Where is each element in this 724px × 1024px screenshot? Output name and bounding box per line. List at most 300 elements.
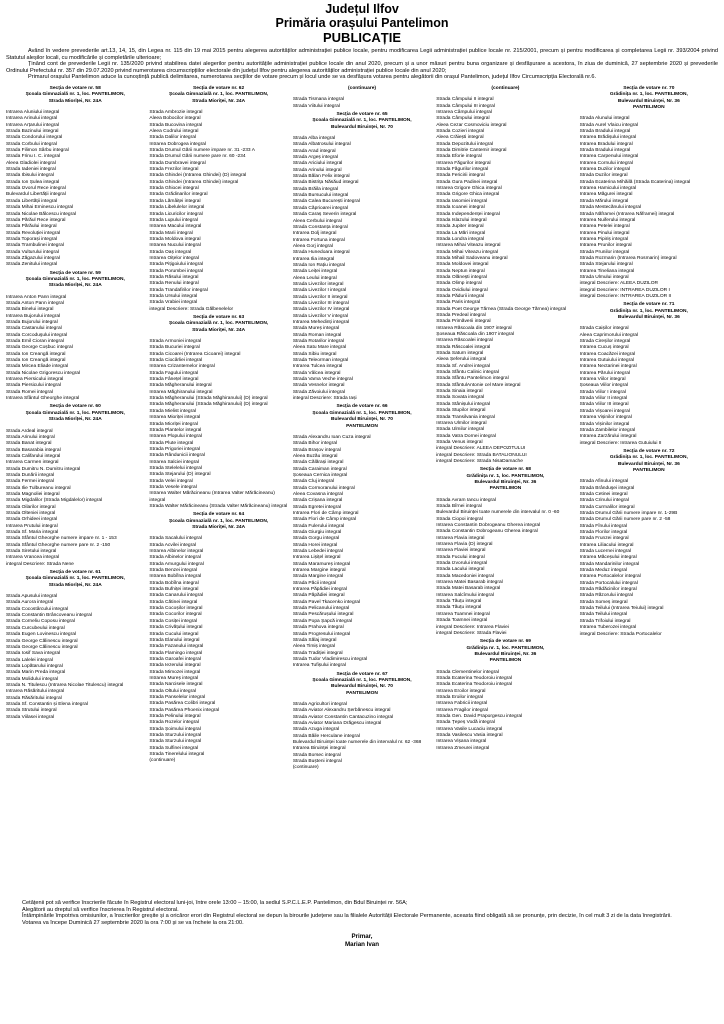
section-header-line: Strada Mioriței, Nr. 24A	[48, 582, 102, 588]
street-line: Intrarea Vrancea integral	[6, 555, 60, 561]
street-line: Strada Olteniei integral	[6, 510, 56, 516]
street-line: Strada Albatrosului integral	[292, 142, 351, 148]
section-header-line: Secția de votare nr. 71	[623, 302, 675, 308]
section-column	[436, 84, 574, 892]
street-line: Strada Ulmilor integral	[436, 427, 485, 433]
street-line: Strada SfântulAntonie cel Mare integral	[436, 382, 521, 388]
street-line: Strada Aviator Alexandru Șerbănescu integral	[292, 708, 391, 714]
street-line: Intrarea Câmpului integral	[436, 110, 492, 115]
street-line: Strada Borsec integral	[292, 752, 341, 758]
street-line: Strada Pasărea Colibri integral	[149, 701, 216, 707]
street-line: Strada Constantin Brâncoveanu integral	[6, 613, 92, 619]
street-line: Aleea Leului integral	[292, 275, 337, 281]
street-line: Strada Zambilelor integral	[579, 427, 636, 433]
street-line: Aleea Șeferului integral	[436, 357, 487, 363]
street-line: Intrarea Brădișului integral	[579, 135, 637, 141]
street-line: Strada Pelinului integral	[149, 713, 201, 719]
street-line: Strada Părăului integral	[6, 224, 57, 230]
section-header-line: Secția de votare nr. 61	[49, 570, 101, 576]
street-line: Strada Garoafei integral	[149, 656, 201, 662]
street-line: Intrarea Duzilor integral	[579, 167, 630, 173]
street-line: Strada Pescărușului integral	[292, 612, 354, 618]
street-line: Strada Giurgiu integral	[292, 530, 342, 535]
street-line: Aleea Codrului integral	[149, 129, 199, 135]
signature-name: Marian Ivan	[344, 941, 380, 949]
section-header-line: Bulevardul Biruinței, Nr. 70	[331, 124, 393, 130]
street-line: Strada George Călinescu integral	[6, 638, 78, 644]
street-line: Intrarea Ilia integral	[292, 256, 335, 262]
street-line: Strada Gura Padinei integral	[436, 179, 498, 185]
street-line: Strada Caraș Severin integral	[292, 212, 357, 218]
street-line: Strada N. Titulescu (Intrarea Nicolae Titulescu) integral	[6, 682, 124, 688]
street-line: Strada Nicolae Grigorescu integral	[6, 370, 81, 376]
street-line: Strada Livezilor IV integral	[292, 307, 350, 313]
street-line: Strada Păpădiei integral	[292, 593, 345, 599]
street-line: Strada Alexandru Ioan Cuza integral	[292, 434, 371, 440]
street-line: Strada Teilului integral	[579, 612, 628, 618]
intro-text	[6, 48, 718, 81]
street-line: Strada Libelulelor integral	[149, 205, 205, 211]
section-header	[436, 86, 574, 92]
street-line: Strada Ariciului integral	[292, 161, 343, 167]
street-line: Strada Ecaterina Teodoroiu integral	[436, 675, 513, 681]
section-column	[293, 84, 431, 892]
street-line: Intrarea Viilor integral	[579, 377, 626, 383]
street-line: Strada Oaș integral	[149, 249, 192, 255]
street-line: Intrarea Ulmilor integral	[436, 420, 487, 426]
street-line: Strada Corneliu Coposu integral	[6, 619, 75, 625]
street-line: Strada Ecaterina Mihăilă (Strada Ecaterina) integral	[579, 179, 691, 185]
street-line: Strada Izvorului integral	[436, 561, 488, 567]
street-line: Strada Cătinei integral	[149, 599, 198, 605]
street-line: Strada Eforie integral	[436, 154, 482, 160]
street-line: Intrarea Salciei integral	[149, 459, 199, 465]
street-line: Strada George Coșbuc integral	[6, 345, 73, 351]
street-line: Aleea Gorj integral	[292, 243, 333, 249]
street-line: Intrarea Anton Pann integral	[6, 294, 67, 300]
section-header-line: Strada Mioriței, Nr. 24A	[48, 283, 102, 289]
section-header-line: Secția de votare nr. 59	[49, 270, 101, 276]
street-line: Strada Vasilescu Vasia integral	[436, 733, 503, 738]
street-line: Strada Nicolae Bălcescu integral	[6, 211, 77, 217]
street-line: Strada Vulturului integral	[6, 249, 59, 255]
street-line: Strada Șoimului integral	[149, 726, 201, 732]
street-line: Intrarea Tineliana integral	[579, 268, 635, 274]
street-line: Bulevardul Biruinței toate numerele din intervalul nr. 62 -368	[292, 740, 422, 745]
section-header-line: Școala Gimnazială nr. 1, loc. PANTELIMON,	[168, 321, 269, 327]
street-line: Strada Bufniței integral	[149, 587, 199, 593]
section-header-line: Bulevardul Biruinței, Nr. 70	[331, 417, 393, 423]
street-line: Strada Cluj integral	[292, 479, 335, 485]
street-line: Strada Aurel Vlaicu integral	[579, 122, 639, 128]
street-line: Strada Fucului integral	[436, 554, 485, 560]
section-header-line: Grădinița nr. 1, loc. PANTELIMON,	[609, 92, 688, 98]
street-line: Strada Porumbei integral	[149, 268, 203, 274]
street-line: Strada Londra integral	[436, 236, 485, 242]
street-line: Strada Ghiocei integral	[149, 186, 199, 192]
street-line: Strada Vatra Dornei integral	[436, 433, 496, 439]
street-line: Strada Livezilor I integral	[292, 288, 347, 294]
street-line: Strada Ambrozie integral	[149, 110, 203, 115]
street-line: Strada Câmpului integral	[436, 116, 490, 122]
section-header-line: Secția de votare nr. 63	[193, 315, 245, 320]
street-line: Strada Bălan Felix integral	[292, 174, 350, 180]
street-line: Strada Mandarinilor integral	[579, 561, 640, 567]
street-line: Strada Iosif Sava integral	[6, 651, 61, 657]
street-line: Strada Sacalului integral	[149, 536, 202, 542]
section-header	[580, 302, 718, 321]
street-line: Strada Lopătarului integral	[6, 663, 63, 669]
street-line: Strada Filimon Sârbu integral	[6, 148, 69, 154]
footer-paragraph: Cetățenii pot să verifice înscrierile făcute în Registrul electoral luni-joi, între orele 13:00 – 15:00, la sediul S.P.C.L.E.P. Pantelimon, din Bdul Biruinței nr. 56A;	[22, 899, 408, 906]
street-line: Strada Livezilor III integral	[292, 300, 349, 306]
street-line: Strada Bradului integral	[579, 148, 631, 154]
street-line: Strada Plantelor integral	[149, 427, 202, 433]
street-line: Intrarea Flori de Câmp integral	[292, 510, 359, 516]
section-header-line: Bulevardul Biruinței, Nr. 36	[474, 651, 537, 657]
street-line: Strada Crișana integral	[292, 498, 343, 504]
street-line: Strada Marii integral	[149, 230, 193, 236]
street-line: Strada Flori de Câmp integral	[292, 517, 357, 523]
street-line: Strada Leiței integral	[292, 269, 338, 275]
street-line: Șoseaua Răscoala din 1907 integral	[436, 332, 515, 338]
street-line: Strada Panselelor integral	[149, 694, 206, 700]
street-line: Strada Tinerelului integral	[149, 752, 205, 758]
street-line: Strada Sibiu integral	[292, 351, 337, 357]
street-line: Strada Răsăritului integral	[6, 695, 62, 701]
street-line: Strada Viilor III integral	[579, 402, 629, 408]
street-line: Strada Duzilor integral	[579, 173, 628, 179]
street-line: Strada Emil Cioran integral	[6, 339, 64, 345]
street-line: Strada Icoanei integral	[436, 205, 485, 211]
street-line: Strada Cireșilor integral	[579, 339, 631, 345]
section-header-line: PANTELIMON	[632, 467, 665, 473]
street-line: Aleea Timiș integral	[292, 644, 336, 650]
section-header-line: Bulevardul Biruinței, Nr. 36	[617, 461, 680, 467]
street-line: Strada Hunedoara integral	[292, 250, 350, 256]
street-line: Strada Cormoranului integral	[292, 485, 355, 491]
street-line: Strada Molidului integral	[6, 676, 58, 682]
street-line: Strada Călărași integral	[292, 460, 344, 466]
street-line: Strada Stejarului integral	[579, 262, 633, 268]
street-line: Aleea Cezar Cosmoviciu integral	[436, 122, 507, 128]
street-line: Strada Părăul Rece integral	[6, 217, 66, 223]
street-line: Strada Ulmului integral	[579, 274, 629, 280]
street-line: Strada Pelicanului integral	[292, 606, 350, 612]
street-line: Strada Rozmarin (Intrarea Rosmarin) integral	[579, 255, 677, 261]
street-line: Strada Moldovei integral	[436, 262, 489, 268]
street-line: Intrarea Răsăritului integral	[6, 689, 65, 695]
street-line: Strada Ion Creangă integral	[6, 351, 66, 357]
street-line: Strada Trandafirilor integral	[149, 287, 208, 293]
street-line: Strada Ion Șulea integral	[6, 179, 60, 185]
section-header-line: Secția de votare nr. 64	[193, 512, 245, 518]
street-line: Intrarea Crizantemelor integral	[149, 364, 215, 370]
section-header	[293, 86, 431, 92]
street-line: Strada Pavel Tkacenko integral	[292, 599, 361, 605]
section-header	[293, 404, 431, 429]
street-line: Strada Elanului integral	[149, 637, 200, 643]
street-line: Strada Oltului integral	[149, 688, 196, 694]
street-line: Strada Marin Preda integral	[6, 670, 66, 676]
street-line: Strada Cosiței integral	[149, 618, 198, 624]
street-line: Strada Basarabia integral	[6, 447, 61, 453]
street-line: Intrarea Răscoala din 1907 integral	[436, 325, 512, 331]
street-line: Strada Transilvania integral	[436, 414, 495, 420]
street-line: Strada Vama Veche integral	[292, 377, 353, 383]
street-line: Strada Cocoșilor integral	[149, 606, 203, 612]
street-line: Intrarea Liliacului integral	[579, 542, 634, 548]
section-header	[6, 271, 144, 290]
street-line: Strada Arinului integral	[6, 434, 55, 440]
street-line: Strada Dunării integral	[6, 472, 55, 478]
footer-paragraph: Întâmpinările împotriva omisiunilor, a înscrierilor greșite și a oricăror erori din Registrul electoral se depun la birourile județene sau la filialele Autorității Electorale Permanente, aceasta fiind obligată să se pronunțe, prin decizie, în cel mult 3 zi de la data înregistrării.	[22, 913, 672, 920]
street-line: Strada Răscoalei integral	[436, 344, 491, 350]
section-header-line: Grădinița nr. 1, loc. PANTELIMON,	[466, 645, 545, 651]
street-line: Intrarea Măceșului integral	[579, 555, 637, 561]
street-line: Strada Brașov integral	[292, 447, 341, 453]
street-line: Strada Prigoriei integral	[149, 446, 201, 452]
section-header-line: Secția de votare nr. 62	[193, 85, 245, 91]
street-line: Strada Primăverii integral	[436, 319, 491, 325]
street-line: Strada Strutului integral	[6, 708, 57, 714]
section-header-line: PANTELIMON	[489, 486, 522, 492]
section-header	[6, 86, 144, 105]
street-line: Strada Walter Mărăcineanu (Strada Valter Mărăcineanu) integral	[149, 503, 288, 509]
street-line: Strada Iadeniei integral	[6, 167, 56, 173]
street-line: Strada Măgheranului (Strada Măghiranului) (D) integral	[149, 396, 268, 402]
section-header	[6, 570, 144, 589]
street-line: Strada Fulerului integral	[292, 523, 345, 529]
street-line: Intrarea Biruinței integral	[292, 746, 346, 752]
street-line: Strada Viitului integral	[292, 103, 340, 109]
street-line: Strada Libertății integral	[6, 198, 58, 204]
street-line: Strada Trambulinei integral	[6, 243, 64, 249]
street-line: Strada Teleorman integral	[292, 358, 349, 364]
street-line: Strada Dumitru N. Dumitru integral	[6, 466, 81, 472]
section-header-line: Strada Mioriței, Nr. 24A	[192, 327, 246, 333]
street-line: Strada Constanța integral	[292, 224, 348, 230]
street-line: Intrarea Oițelor integral	[149, 255, 199, 261]
street-line: Strada Olimp integral	[436, 281, 482, 287]
street-line: Strada Anton Pann integral	[6, 300, 64, 306]
street-line: Strada Meduz integral	[579, 568, 628, 574]
street-line: Strada Roman integral	[292, 332, 342, 338]
street-line: Strada Mihai Eminescu integral	[6, 205, 74, 211]
section-header-line: Școala Gimnazială nr. 1, loc. PANTELIMON,	[25, 92, 125, 98]
street-line: Strada Năframei (Intrarea Năframei) integral	[579, 211, 675, 217]
street-line: Strada Sinaia integral	[436, 389, 483, 395]
street-line: Strada Matei Basarab integral	[436, 586, 501, 592]
street-line: Strada Mestecănului integral	[579, 205, 642, 211]
street-line: Strada Jupiter integral	[436, 224, 484, 230]
street-line: Strada Grădinarilor integral	[149, 192, 208, 198]
street-line: Intrarea Dolj integral	[292, 231, 337, 237]
street-line: Strada Armoniei integral	[149, 339, 202, 345]
section-header-line: Secția de votare nr. 70	[623, 85, 675, 91]
street-line: Strada Făgurilor integral	[436, 167, 489, 173]
street-line: Strada Sălaj integral	[292, 637, 337, 643]
street-line: Strada Zăgazului integral	[6, 255, 60, 261]
street-line: Strada Vrabiei integral	[149, 300, 198, 306]
street-line: Strada Vesele integral	[149, 484, 197, 490]
street-line: Intrarea Macului integral	[149, 224, 202, 230]
street-line: Strada Lalelei integral	[6, 657, 53, 663]
street-line: Strada Teilului (Intrarea Teiului) integral	[579, 606, 664, 612]
street-line: Strada Aviator Mariana Drăgescu integral	[292, 720, 382, 726]
street-line: Intrarea Portocalelor integral	[579, 574, 641, 580]
street-line: Strada Ovidiului integral	[436, 287, 488, 293]
section-header-line: (continuare)	[491, 85, 520, 91]
section-header-line: Școala Gimnazială nr. 1, loc. PANTELIMON,	[168, 92, 269, 98]
street-line: Șoseaua Viilor integral	[579, 383, 629, 389]
street-line: integral Descriere: ALEEA DEPOZITULUI	[436, 446, 526, 452]
street-line: Strada Narcisele integral	[149, 682, 203, 688]
street-line: Strada Fînului integral	[579, 523, 628, 529]
section-header-line: Strada Mioriței, Nr. 24A	[48, 417, 102, 423]
street-line: Intrarea Toamnei integral	[436, 611, 490, 617]
street-line: Strada Mureș integral	[292, 326, 340, 332]
street-line: Intrarea Piersicului integral	[6, 377, 64, 383]
street-line: Strada Ghindei (Intrarea Ghindei) (D) integral	[149, 173, 247, 179]
street-line: (continuare)	[149, 758, 176, 764]
street-line: Intrarea Fabricii integral	[436, 701, 488, 707]
section-header-line: PANTELIMON	[632, 105, 665, 110]
street-line: Intrarea Mihai Viteazu integral	[436, 243, 501, 249]
street-line: Strada Acvilei integral	[149, 542, 196, 548]
street-line: Intrarea Flavia (D) integral	[436, 542, 493, 548]
street-line: Strada Tăuțu integral	[436, 599, 482, 605]
section-header-line: Secția de votare nr. 60	[49, 404, 101, 410]
street-line: Intrarea Grigore Ghica integral	[436, 186, 502, 192]
section-header-line: Școala Gimnazială nr. 1, loc. PANTELIMON,	[25, 410, 125, 416]
street-line: Strada Câmpului II integral	[436, 97, 494, 103]
street-line: Strada Livezilor II integral	[292, 294, 348, 300]
street-line: Intrarea Nuiferului integral	[579, 217, 636, 223]
street-line: Strada Magnoliei integral	[6, 491, 60, 497]
signature-block	[6, 933, 718, 949]
street-line: Strada Pădurii integral	[436, 293, 485, 299]
street-line: Aleea Covasna integral	[292, 491, 343, 497]
street-line: Strada La Mări integral	[436, 230, 486, 236]
section-header-line: Școala Gimnazială nr. 1, loc. PANTELIMON,	[168, 518, 269, 524]
street-line: Strada Benzei integral	[149, 568, 198, 574]
street-line: integral Descriere: Strada NisaDamache	[436, 458, 523, 464]
street-line: Strada Bujorului integral	[6, 320, 58, 325]
section-header-line: Bulevardul Biruinței, Nr. 36	[474, 479, 537, 485]
street-line: Strada Rotarilor integral	[292, 339, 344, 345]
street-line: Intrarea Flavia integral	[436, 535, 485, 541]
street-line: Intrarea Salcîmului integral	[436, 592, 494, 598]
section-header	[6, 404, 144, 423]
street-line: Intrarea Mureș integral	[149, 675, 199, 681]
street-line: Intrarea Părului integral	[579, 370, 630, 376]
section-header	[149, 315, 287, 334]
street-line: Strada Iezerului integral	[149, 663, 201, 669]
street-line: Intrarea Lișițel integral	[292, 555, 341, 561]
intro-paragraph: Primarul orașului Pantelimon aduce la cunoștință publică delimitarea, numerotarea secțiilor de votare precum și locul unde se va desfășura votarea pentru alegătorii din orașul Pantelimon, județul Ilfov Circumscripția Electorală nr.6.	[28, 74, 597, 81]
street-line: Intrarea Bujorului integral	[6, 313, 61, 319]
street-line: Strada Tudor Vladimirescu integral	[292, 656, 368, 662]
street-line: Strada Frunzei integral	[579, 536, 629, 542]
street-line: Strada Cozieri integral	[436, 129, 485, 135]
street-line: Strada Arad integral	[292, 148, 336, 154]
street-line: Strada Constantin Dobrogeanu Gherea integral	[436, 529, 538, 535]
street-line: Intrarea Făgurilor integral	[436, 160, 491, 166]
street-line: Strada Tismana integral	[292, 97, 344, 103]
street-line: Aleea Satu Mare integral	[292, 345, 347, 351]
street-line: Strada Prunilor integral	[579, 249, 630, 255]
street-line: Intrarea Nucului integral	[149, 243, 201, 249]
street-line: Strada Măgheranului (Strada Măghiranului) (D) integral	[149, 402, 268, 408]
section-header-line: Strada Mioriței, Nr. 24A	[192, 525, 246, 530]
street-line: Bulevardul Biruinței toate numerele din intervalul nr. 0 -60	[436, 510, 560, 516]
section-column	[6, 84, 144, 892]
street-line: Strada Ursului integral	[149, 293, 198, 299]
street-line: Intrarea Răscoalei integral	[436, 338, 493, 344]
street-line: Strada Bihor integral	[292, 441, 337, 447]
street-line: Strada Ilie Tulbureanu integral	[6, 485, 71, 491]
street-line: Strada Binelui integral	[6, 307, 54, 313]
street-line: Strada Sf. Maria integral	[6, 530, 59, 535]
street-line: Strada Vesnelor integral	[292, 383, 345, 389]
street-line: Strada Drumul Gării numere pare nr. 60 -234	[149, 154, 246, 160]
street-line: Intrarea Mioriței integral	[149, 415, 201, 421]
street-line: Strada Livezilor V integral	[292, 313, 349, 319]
street-line: integral Descriere: Strada Iași	[292, 396, 357, 402]
street-line: Intrarea Carpenului integral	[579, 154, 639, 160]
county-title: Județul Ilfov	[325, 2, 399, 16]
street-line: Strada Iasomiei integral	[436, 198, 488, 204]
street-line: Intrarea Mehedinți integral	[292, 320, 350, 325]
section-header	[580, 449, 718, 474]
street-line: Strada Cocorilor integral	[149, 612, 202, 618]
street-line: Intrarea Pipiriș integral	[579, 236, 629, 242]
street-line: Intrarea Arinului integral	[6, 116, 58, 122]
street-line: Strada Vișoarei integral	[579, 408, 630, 414]
street-line: Strada Margine integral	[292, 574, 344, 580]
street-line: Strada Dumbravei integral	[149, 160, 206, 166]
street-line: Intrarea Hamicului integral	[579, 186, 637, 192]
street-line: Strada Bistrița Năsăud integral	[292, 180, 359, 186]
street-line: Strada Lucernei integral	[579, 549, 632, 555]
street-line: Strada Cucului integral	[149, 631, 199, 637]
street-line: Strada Mihail Sadoveanu integral	[436, 255, 508, 261]
street-line: Strada Oilarilor integral	[6, 504, 56, 510]
street-line: Strada Răzorului integral	[579, 593, 633, 599]
street-line: Strada Poet George Tărnea (Strada George Tărnea) integral	[436, 306, 567, 312]
section-header-line: Școala Gimnazială nr. 1, loc. PANTELIMON,	[312, 118, 412, 124]
street-line: Strada Mărului integral	[579, 198, 629, 204]
street-line: Strada Lacului integral	[436, 567, 485, 573]
street-line: Intrarea Bobîlna integral	[149, 574, 202, 580]
street-line: Strada Alunului integral	[579, 116, 630, 122]
street-line: Intrarea Petelei integral	[579, 224, 630, 230]
street-line: Strada Rândunicii integral	[149, 453, 205, 459]
street-line: Strada Cocostârcului integral	[6, 606, 69, 612]
street-line: Strada Ciopoi integral	[436, 516, 483, 522]
street-line: Strada Fermei integral	[6, 479, 54, 485]
section-header-line: PANTELIMON	[346, 423, 378, 429]
polling-sections-columns	[6, 84, 718, 892]
street-line: Strada Clementinelor integral	[436, 669, 499, 675]
street-line: Aleea Crăiești integral	[436, 135, 484, 141]
street-line: Strada Dimitrie Cantemir integral	[436, 148, 507, 154]
street-line: Strada Crivățului integral	[149, 625, 203, 631]
street-line: Intrarea Prutului integral	[6, 523, 58, 529]
street-line: Strada George Călinescu integral	[6, 644, 78, 650]
street-line: Strada Revoluției integral	[6, 230, 61, 236]
